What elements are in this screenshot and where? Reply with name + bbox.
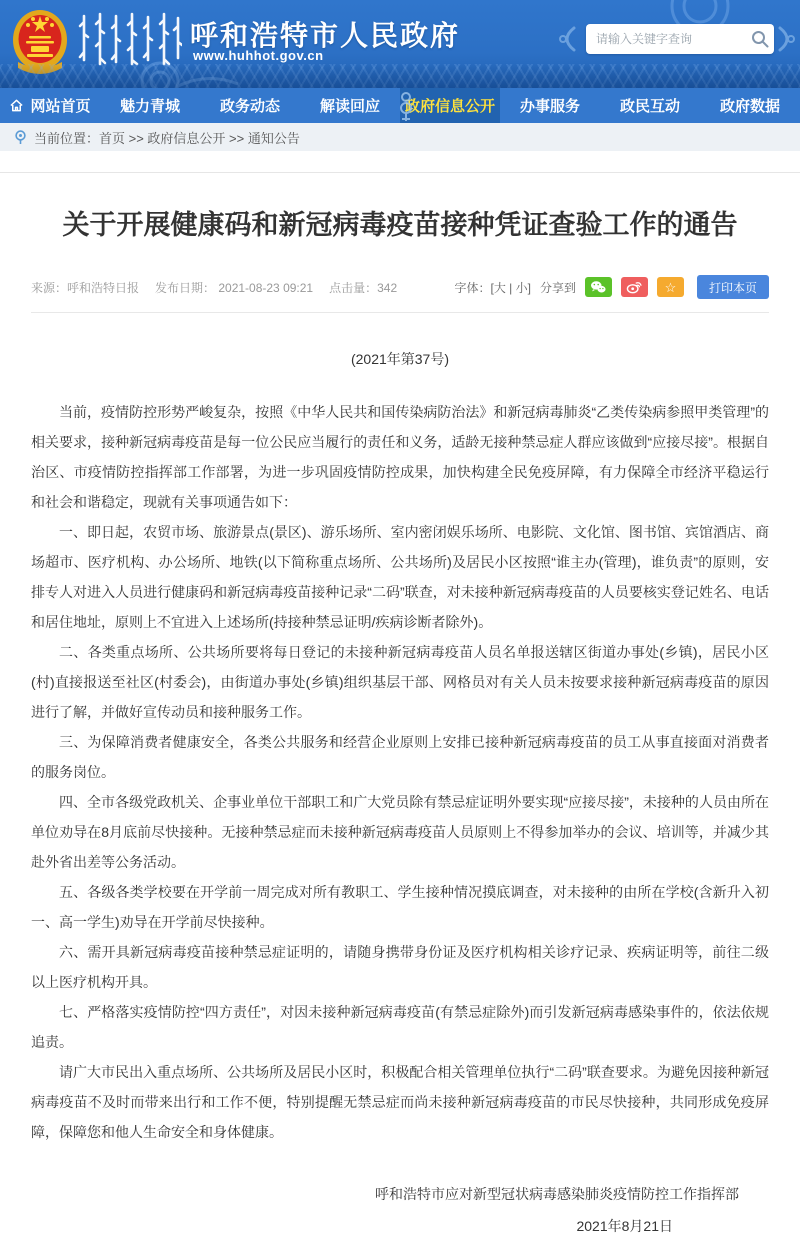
site-title: 呼和浩特市人民政府 [190, 20, 461, 51]
article-paragraph: 三、为保障消费者健康安全，各类公共服务和经营企业原则上安排已接种新冠病毒疫苗的员工从事直接面对消费者的服务岗位。 [31, 734, 769, 781]
meta-left [31, 279, 413, 296]
article-paragraph: 六、需开具新冠病毒疫苗接种禁忌症证明的，请随身携带身份证及医疗机构相关诊疗记录、疾病证明等，前往二级以上医疗机构开具。 [31, 944, 769, 991]
nav-item[interactable] [700, 88, 800, 123]
meta-source: 来源：呼和浩特日报 [31, 280, 140, 295]
nav-item[interactable] [100, 88, 200, 123]
article [0, 207, 800, 1241]
issuer-signature: 呼和浩特市应对新型冠状病毒感染肺炎疫情防控工作指挥部 [375, 1186, 739, 1203]
search-input[interactable] [596, 32, 751, 46]
issue-date: 2021年8月21日 [576, 1218, 673, 1235]
nav-item[interactable] [300, 88, 400, 123]
page-title: 关于开展健康码和新冠病毒疫苗接种凭证查验工作的通告 [62, 210, 738, 240]
document-number: (2021年第37号) [350, 351, 450, 368]
share-label: 分享到 [539, 280, 576, 295]
search-icon[interactable] [751, 30, 769, 48]
article-paragraph: 七、严格落实疫情防控“四方责任”，对因未接种新冠病毒疫苗(有禁忌症除外)而引发新冠病毒感染事件的，依法依规追责。 [31, 1004, 769, 1051]
nav-item-label: 政府信息公开 [404, 98, 495, 115]
breadcrumb-bar [0, 123, 800, 151]
nav-item[interactable] [0, 88, 100, 123]
location-pin-icon [14, 130, 27, 145]
nav-item[interactable] [500, 88, 600, 123]
nav-item-label: 解读回应 [319, 98, 380, 115]
header-pattern-band [0, 64, 800, 88]
article-body [31, 397, 769, 1147]
nav-item-label: 政民互动 [619, 98, 680, 115]
breadcrumb: 当前位置：首页 >> 政府信息公开 >> 通知公告 [34, 130, 300, 146]
site-header [0, 0, 800, 88]
main-nav [0, 88, 800, 123]
font-size-control[interactable]: 字体：[大 | 小] [454, 280, 531, 295]
search-ornament-left [556, 26, 578, 52]
article-paragraph: 请广大市民出入重点场所、公共场所及居民小区时，积极配合相关管理单位执行“二码”联查要求。为避免因接种新冠病毒疫苗不及时而带来出行和工作不便，特别提醒无禁忌症而尚未接种新冠病毒疫苗的市民尽快接种，共同形成免疫屏障，保障您和他人生命安全和身体健康。 [31, 1064, 769, 1141]
content-top-divider [0, 172, 800, 173]
article-meta-row [31, 275, 769, 313]
nav-item-label: 网站首页 [30, 98, 91, 115]
mongolian-script [78, 12, 182, 70]
wechat-icon[interactable] [585, 277, 612, 297]
search-ornament-right [776, 26, 798, 52]
meta-right [455, 275, 770, 299]
nav-item-label: 魅力青城 [119, 98, 180, 115]
nav-item-label: 政府数据 [719, 98, 780, 115]
article-paragraph: 五、各级各类学校要在开学前一周完成对所有教职工、学生接种情况摸底调查，对未接种的由所在学校(含新升入初一、高一学生)劝导在开学前尽快接种。 [31, 884, 769, 931]
meta-publish-date: 发布日期： 2021-08-23 09:21 [155, 280, 314, 295]
weibo-icon[interactable] [621, 277, 648, 297]
meta-views: 点击量：342 [329, 280, 398, 295]
article-paragraph: 当前，疫情防控形势严峻复杂，按照《中华人民共和国传染病防治法》和新冠病毒肺炎“乙类传染病参照甲类管理”的相关要求，接种新冠病毒疫苗是每一位公民应当履行的责任和义务，适龄无接种禁忌症人群应该做到“应接尽接”。根据自治区、市疫情防控指挥部工作部署，为进一步巩固疫情防控成果，加快构建全民免疫屏障，有力保障全市经济平稳运行和社会和谐稳定，现就有关事项通告如下： [31, 404, 769, 511]
article-paragraph: 一、即日起，农贸市场、旅游景点(景区)、游乐场所、室内密闭娱乐场所、电影院、文化馆、图书馆、宾馆酒店、商场超市、医疗机构、办公场所、地铁(以下简称重点场所、公共场所)及居民小区按照“谁主办(管理)，谁负责”的原则，安排专人对进入人员进行健康码和新冠病毒疫苗接种记录“二码”联查，对未接种新冠病毒疫苗的人员要核实登记姓名、电话和居住地址，原则上不宜进入上述场所(持接种禁忌证明/疾病诊断者除外)。 [31, 524, 769, 631]
nav-item[interactable] [400, 88, 500, 123]
article-paragraph: 二、各类重点场所、公共场所要将每日登记的未接种新冠病毒疫苗人员名单报送辖区街道办事处(乡镇)，居民小区(村)直接报送至社区(村委会)，由街道办事处(乡镇)组织基层干部、网格员对有关人员未按要求接种新冠病毒疫苗的原因进行了解，并做好宣传动员和接种服务工作。 [31, 644, 769, 721]
nav-item-label: 办事服务 [519, 98, 580, 115]
nav-item[interactable] [600, 88, 700, 123]
search-bar [586, 24, 774, 54]
home-icon [9, 98, 24, 113]
nav-item[interactable] [200, 88, 300, 123]
article-paragraph: 四、全市各级党政机关、企事业单位干部职工和广大党员除有禁忌症证明外要实现“应接尽接”，未接种的人员由所在单位劝导在8月底前尽快接种。无接种禁忌症而未接种新冠病毒疫苗人员原则上不得参加举办的会议、培训等，并减少其赴外省出差等公务活动。 [31, 794, 769, 871]
site-url: www.huhhot.gov.cn [193, 48, 324, 63]
favorite-star-icon[interactable]: ☆ [657, 277, 684, 297]
nav-item-label: 政务动态 [219, 98, 280, 115]
print-page-button[interactable]: 打印本页 [697, 275, 769, 299]
